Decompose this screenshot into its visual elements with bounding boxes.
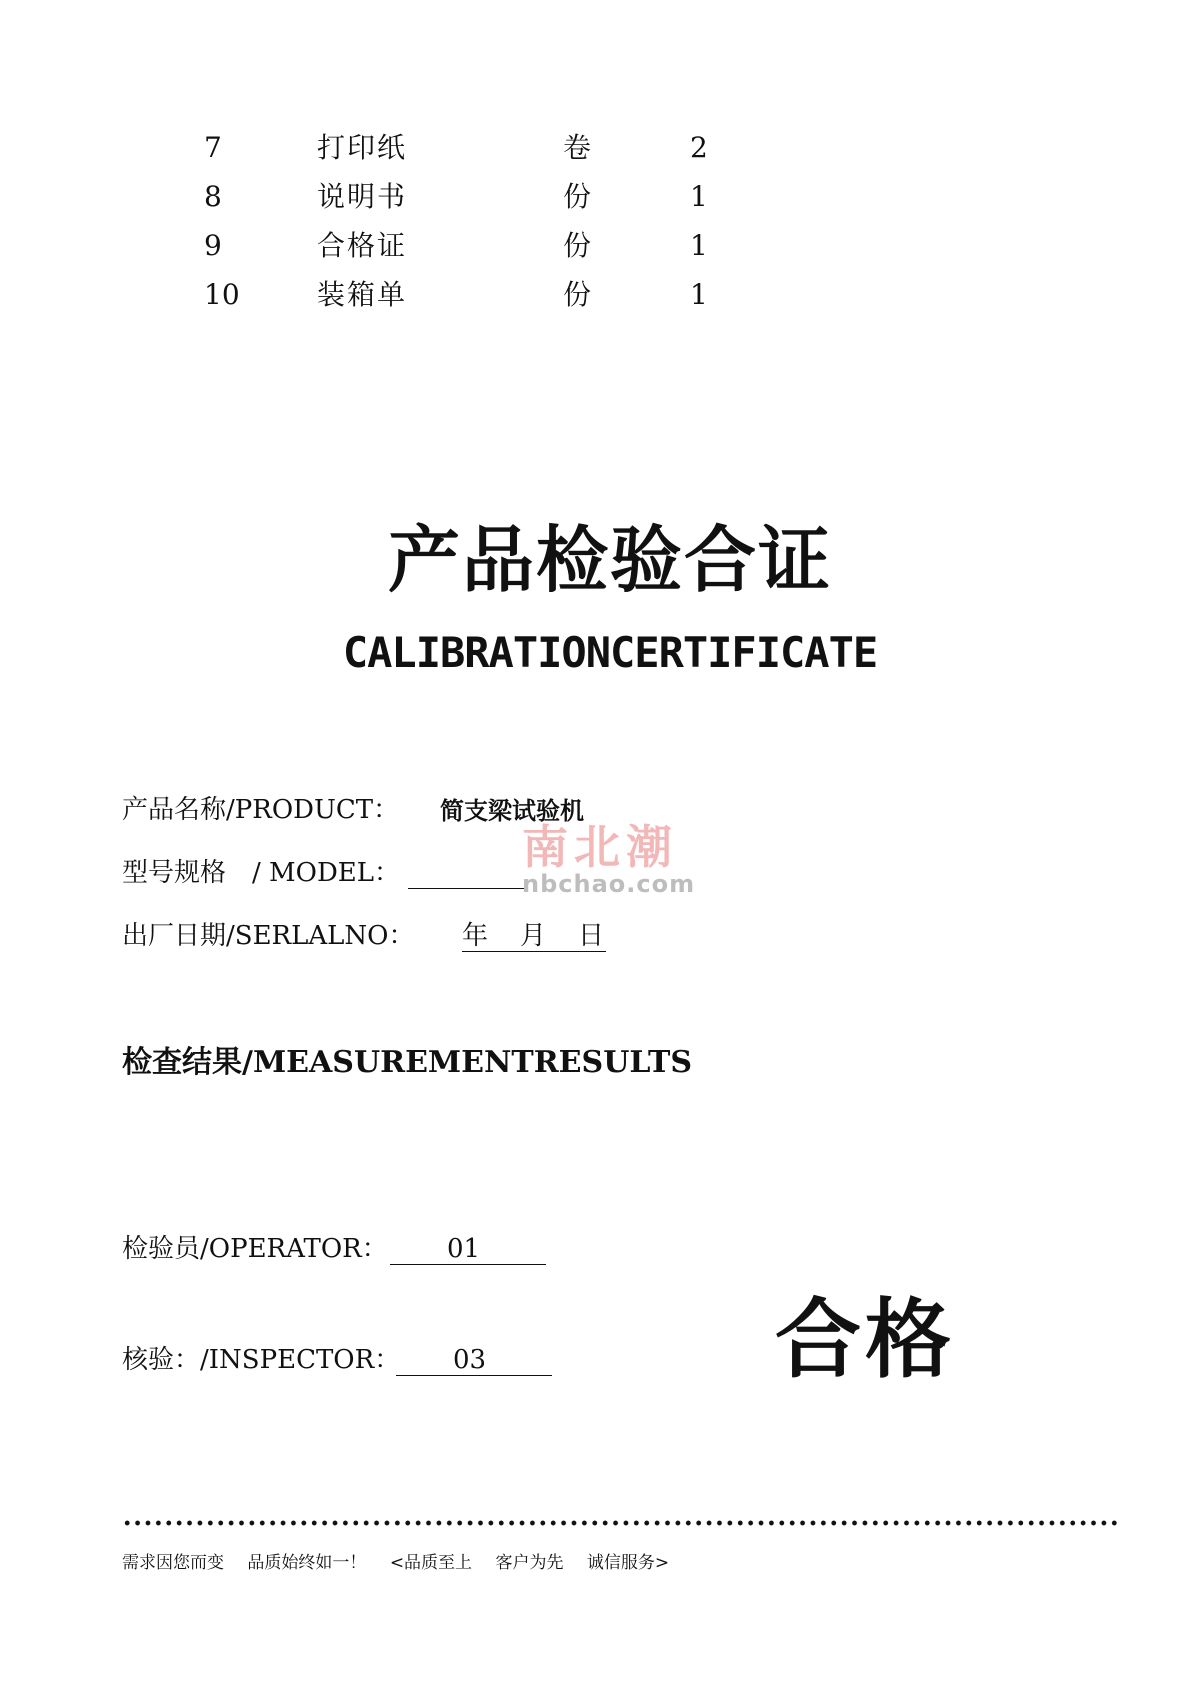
watermark-en: nbchao.com: [522, 870, 696, 898]
section-heading: 检查结果/MEASUREMENTRESULTS: [122, 1045, 693, 1080]
footer-slogans: [122, 1550, 687, 1576]
footer-slogan: <品质至上: [389, 1553, 473, 1573]
item-unit: 卷: [563, 131, 592, 164]
item-number: 7: [204, 131, 222, 164]
item-quantity: 2: [690, 131, 708, 164]
item-number: 8: [204, 180, 222, 213]
model-blank: [408, 854, 528, 889]
operator-value: 01: [447, 1234, 481, 1264]
footer-slogan: 品质始终如一！: [247, 1553, 367, 1573]
product-label: 产品名称/PRODUCT：: [122, 795, 400, 825]
item-name: 装箱单: [317, 278, 408, 311]
item-unit: 份: [563, 278, 592, 311]
footer-slogan: 客户为先: [495, 1553, 564, 1573]
product-value: 简支梁试验机: [440, 796, 584, 825]
model-label: 型号规格 / MODEL：: [122, 858, 401, 888]
date-day: 日: [578, 921, 605, 951]
item-quantity: 1: [690, 180, 708, 213]
footer-slogan: 需求因您而变: [122, 1553, 224, 1573]
item-name: 合格证: [317, 229, 408, 262]
item-quantity: 1: [690, 229, 708, 262]
page-title: 产品检验合证: [387, 518, 832, 602]
operator-field: [122, 1230, 481, 1268]
operator-label: 检验员/OPERATOR：: [122, 1234, 388, 1264]
pass-stamp: 合格: [775, 1290, 955, 1390]
footer-slogan: 诚信服务>: [586, 1553, 670, 1573]
inspector-field: [122, 1341, 487, 1379]
item-unit: 份: [563, 229, 592, 262]
inspector-label: 核验：/INSPECTOR：: [122, 1345, 401, 1375]
watermark-cn: 南北潮: [522, 820, 678, 874]
item-name: 说明书: [317, 180, 408, 213]
page-subtitle: CALIBRATIONCERTIFICATE: [342, 628, 878, 677]
item-number: 10: [204, 278, 240, 311]
item-name: 打印纸: [317, 131, 408, 164]
item-unit: 份: [563, 180, 592, 213]
item-number: 9: [204, 229, 222, 262]
date-field: [122, 917, 605, 955]
watermark: [520, 820, 700, 900]
dotted-divider: [122, 1518, 1122, 1528]
date-month: 月: [520, 921, 547, 951]
date-year: 年: [462, 921, 489, 951]
model-field: [122, 854, 400, 892]
item-quantity: 1: [690, 278, 708, 311]
inspector-value: 03: [453, 1345, 487, 1375]
date-label: 出厂日期/SERLALNO：: [122, 921, 415, 951]
product-field: [122, 791, 584, 829]
